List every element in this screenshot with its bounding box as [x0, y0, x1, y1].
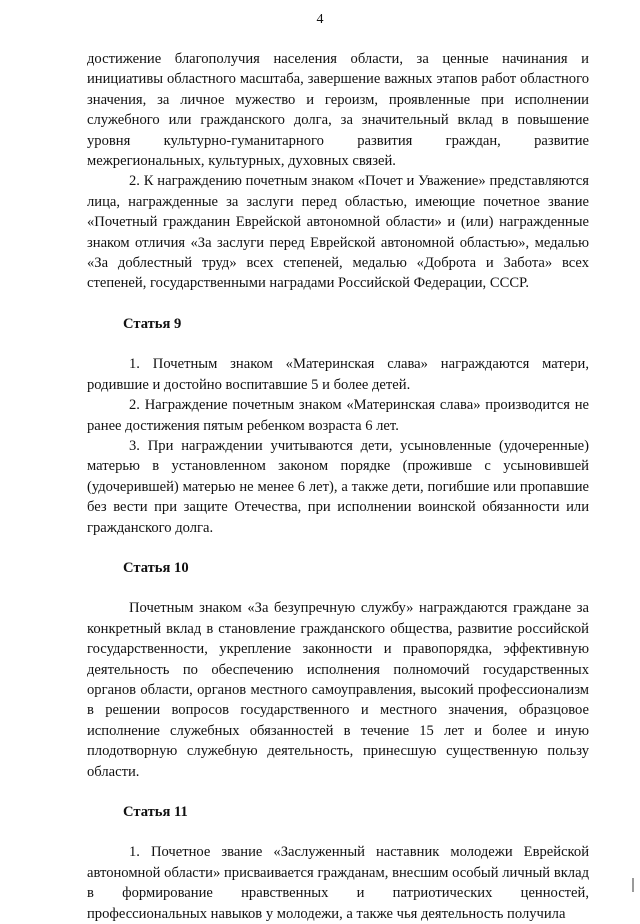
- scan-edge-mark: [632, 878, 634, 892]
- paragraph-article-8-item-2: 2. К награждению почетным знаком «Почет и Уважение» представляются лица, награжденные за заслуги перед областью, имеющие почетное звание «Почетный гражданин Еврейской автономной области» и (или) награжденные знаком отличия «За заслуги перед Еврейской автономной областью», медалью «За доблестный труд» всех степеней, медалью «Доброта и Забота» всех степеней, государственными наградами Российской Федерации, СССР.: [87, 173, 589, 292]
- article-10-heading: Статья 10: [123, 559, 189, 576]
- document-body: [87, 49, 589, 924]
- page-number: 4: [316, 12, 324, 27]
- paragraph-continuation: достижение благополучия населения области, за ценные начинания и инициативы областного масштаба, завершение важных этапов работ областного значения, за личное мужество и героизм, проявленные при исполнении служебного или гражданского долга, за значительный вклад в повышение уровня культурно-гуманитарного развития граждан, развитие межрегиональных, культурных, духовных связей.: [87, 51, 589, 170]
- paragraph-article-11-item-1: 1. Почетное звание «Заслуженный наставник молодежи Еврейской автономной области» присваивается гражданам, внесшим особый личный вклад в формирование нравственных и патриотических ценностей, профессиональных навыков у молодежи, а также чья деятельность получила: [87, 844, 589, 922]
- paragraph-article-9-item-2: 2. Награждение почетным знаком «Материнская слава» производится не ранее достижения пятым ребенком возраста 6 лет.: [87, 397, 589, 434]
- paragraph-article-9-item-3: 3. При награждении учитываются дети, усыновленные (удочеренные) матерью в установленном законом порядке (проживше с усыновившей (удочерившей) матерью не менее 6 лет), а также дети, погибшие или пропавшие без вести при защите Отечества, при исполнении воинской обязанности или гражданского долга.: [87, 437, 589, 536]
- paragraph-article-9-item-1: 1. Почетным знаком «Материнская слава» награждаются матери, родившие и достойно воспитавшие 5 и более детей.: [87, 356, 589, 393]
- paragraph-article-10: Почетным знаком «За безупречную службу» награждаются граждане за конкретный вклад в становление гражданского общества, развитие российской государственности, укрепление законности и правопорядка, эффективную деятельность по обеспечению исполнения полномочий государственных органов области, органов местного самоуправления, высокий профессионализм в решении вопросов государственного и местного значения, образцовое исполнение служебных обязанностей в течение 15 лет и более и иную плодотворную служебную деятельность, принесшую существенную пользу области.: [87, 600, 589, 780]
- article-9-heading: Статья 9: [123, 315, 182, 332]
- article-11-heading: Статья 11: [123, 804, 188, 820]
